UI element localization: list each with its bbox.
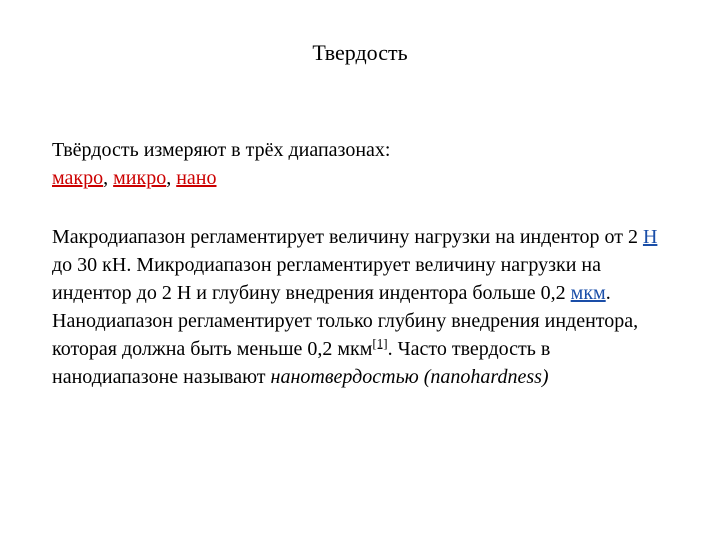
intro-paragraph <box>52 136 672 192</box>
intro-separator: , <box>103 167 114 189</box>
link-newton[interactable]: Н <box>642 226 658 248</box>
body-text-part-4: . Часто твердость в нанодиапазоне называют <box>52 338 551 388</box>
body-text-part-2: до 30 кН. Микродиапазон регламентирует величину нагрузки на индентор до 2 Н и глубину внедрения индентора больше 0,2 <box>52 254 601 304</box>
slide-title: Твердость <box>312 40 408 65</box>
link-micrometer[interactable]: мкм <box>570 282 606 304</box>
footnote-link[interactable]: [1] <box>372 335 388 351</box>
intro-separator: , <box>166 167 177 189</box>
body-text-part-3: . Нанодиапазон регламентирует только глубину внедрения индентора, которая должна быть меньше 0,2 мкм <box>52 282 639 360</box>
link-micro[interactable]: микро <box>113 167 167 189</box>
body-text-part-1: Макродиапазон регламентирует величину нагрузки на индентор от 2 <box>52 226 643 248</box>
link-macro[interactable]: макро <box>52 167 104 189</box>
link-nano[interactable]: нано <box>176 167 217 189</box>
italic-term: нанотвердостью (nanohardness) <box>270 366 549 388</box>
intro-text: Твёрдость измеряют в трёх диапазонах: <box>52 139 391 161</box>
body-paragraph <box>52 223 672 391</box>
